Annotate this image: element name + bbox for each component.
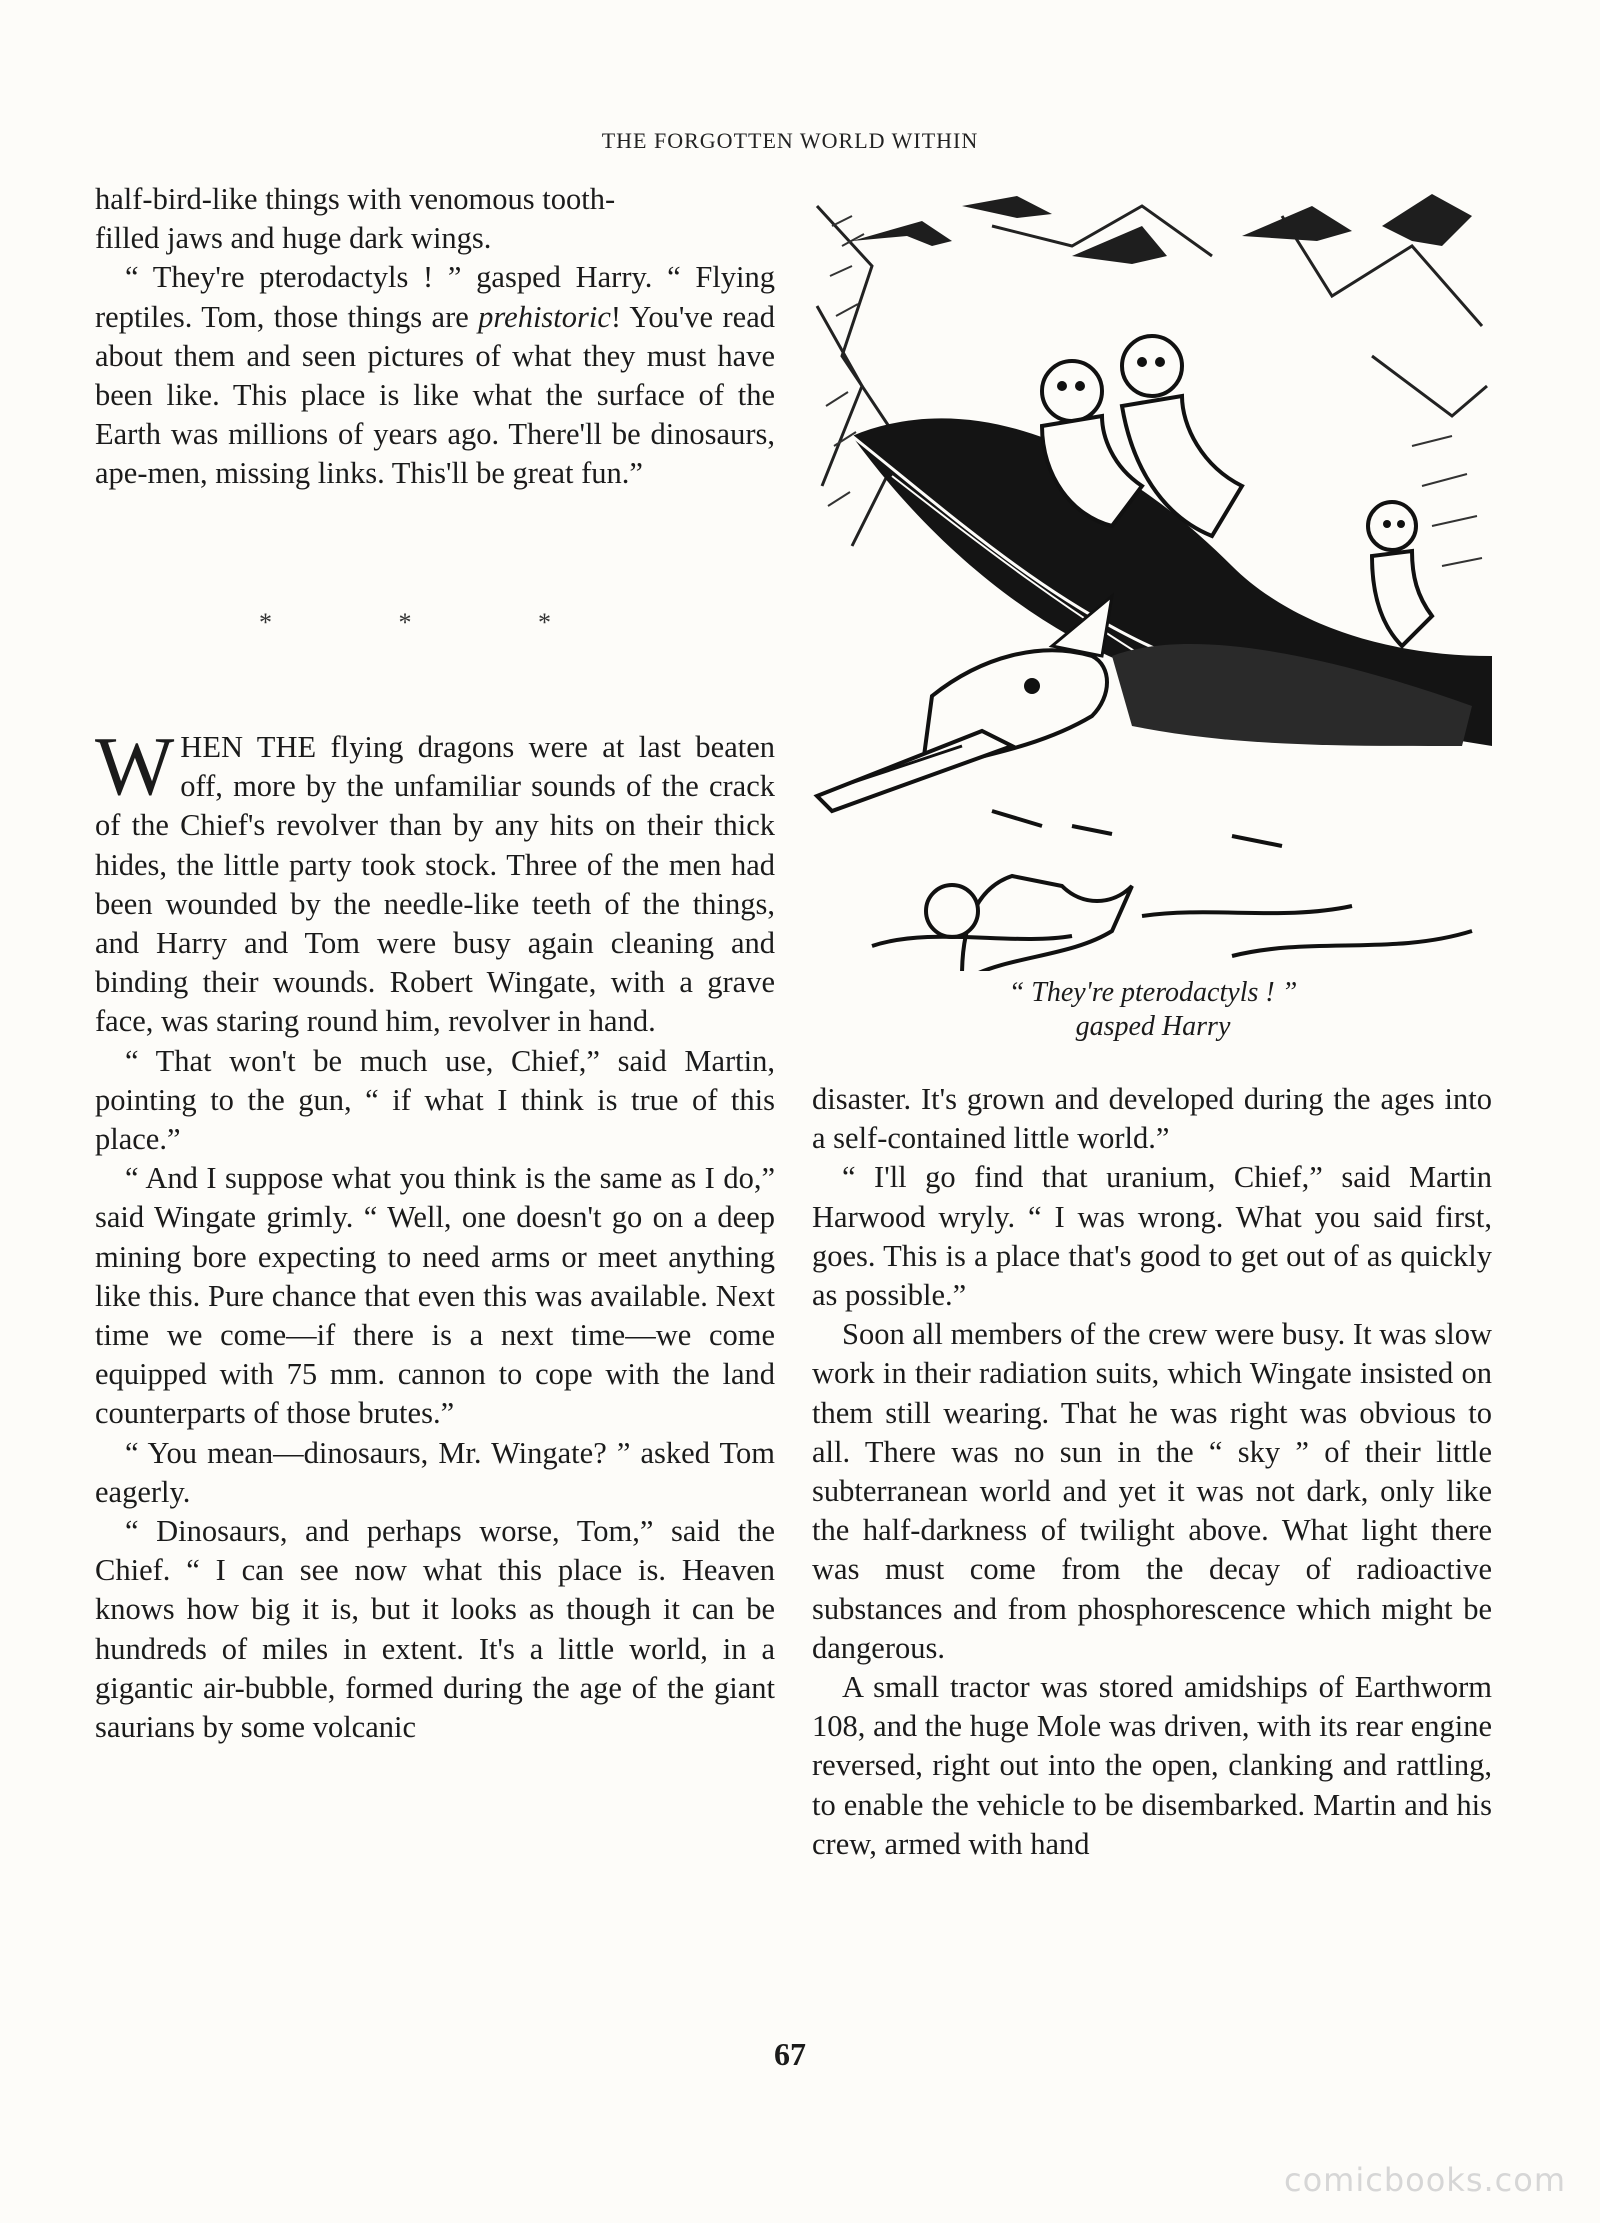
paragraph-wingate: “ And I suppose what you think is the same as I do,” said Wingate grimly. “ Well, one doesn't go on a deep mining bore expecting to need arms or meet anything like this. Pure chance that even this was available. Next time we come—if there is a next time—we come equipped with 75 mm. cannon to cope with the land counterparts of those brutes.” xyxy=(95,1161,775,1431)
paragraph-pterodactyls-text-1: “ They're pterodactyls ! ” gasped Harry. “ Flying reptiles. Tom, those things are xyxy=(95,260,775,334)
paragraph-pterodactyls xyxy=(95,258,775,493)
paragraph-pterodactyls-text-2: ! You've read about them and seen pictures of what they must have been like. This place is like what the surface of the Earth was millions of years ago. There'll be dinosaurs, ape-men, missing links. This'll be great fun.” xyxy=(95,299,775,491)
running-head: THE FORGOTTEN WORLD WITHIN xyxy=(601,128,979,153)
paragraph-when xyxy=(95,720,775,1042)
paragraph-chief: “ Dinosaurs, and perhaps worse, Tom,” said the Chief. “ I can see now what this place is. Heaven knows how big it is, but it looks as though it can be hundreds of miles in extent. It's a little world, in a gigantic air-bubble, formed during the age of the giant saurians by some volcanic xyxy=(95,1514,775,1745)
paragraph-tractor: A small tractor was stored amidships of Earthworm 108, and the huge Mole was driven, with its rear engine reversed, right out into the open, clanking and rattling, to enable the vehicle to be disembarked. Martin and his crew, armed with hand xyxy=(812,1670,1492,1861)
drop-cap: W xyxy=(95,720,175,813)
left-column-main xyxy=(95,720,775,1747)
paragraph-soon: Soon all members of the crew were busy. It was slow work in their radiation suits, which Wingate insisted on them still wearing. That he was right was obvious to all. There was no sun in the “ sky ” of their little subterranean world and yet it was not dark, only like the half-darkness of twilight above. What light there was must come from the decay of radioactive substances and from phosphorescence which might be dangerous. xyxy=(812,1317,1492,1665)
opening-line-1: half-bird-like things with venomous tooth- xyxy=(95,182,616,216)
opening-line-2: filled jaws and huge dark wings. xyxy=(95,221,492,256)
paragraph-disaster: disaster. It's grown and developed during the ages into a self-contained little world.” xyxy=(812,1082,1492,1156)
right-column xyxy=(812,1080,1492,1864)
paragraph-uranium: “ I'll go find that uranium, Chief,” said Martin Harwood wryly. “ I was wrong. What you said first, goes. This is a place that's good to get out of as quickly as possible.” xyxy=(812,1160,1492,1313)
paragraph-martin: “ That won't be much use, Chief,” said Martin, pointing to the gun, “ if what I think is true of this place.” xyxy=(95,1043,775,1157)
illustration-caption xyxy=(812,976,1494,1044)
pterodactyl-illustration xyxy=(812,186,1494,971)
italic-prehistoric: prehistoric xyxy=(478,299,611,334)
page-number: 67 xyxy=(774,2036,806,2072)
caption-line-1: “ They're pterodactyls ! ” xyxy=(1008,977,1298,1008)
watermark: comicbooks.com xyxy=(1283,2161,1566,2199)
section-break: * * * xyxy=(259,608,611,637)
pterodactyl-drawing xyxy=(812,186,1494,971)
paragraph-when-text: HEN THE flying dragons were at last beaten off, more by the unfamiliar sounds of the crack of the Chief's revolver than by any hits on their thick hides, the little party took stock. Three of the men had been wounded by the needle-like teeth of the things, and Harry and Tom were busy again cleaning and binding their wounds. Robert Wingate, with a grave face, was staring round him, revolver in hand. xyxy=(95,730,775,1039)
caption-line-2: gasped Harry xyxy=(1075,1011,1231,1042)
left-column-top xyxy=(95,180,775,494)
paragraph-tom: “ You mean—dinosaurs, Mr. Wingate? ” asked Tom eagerly. xyxy=(95,1435,775,1509)
